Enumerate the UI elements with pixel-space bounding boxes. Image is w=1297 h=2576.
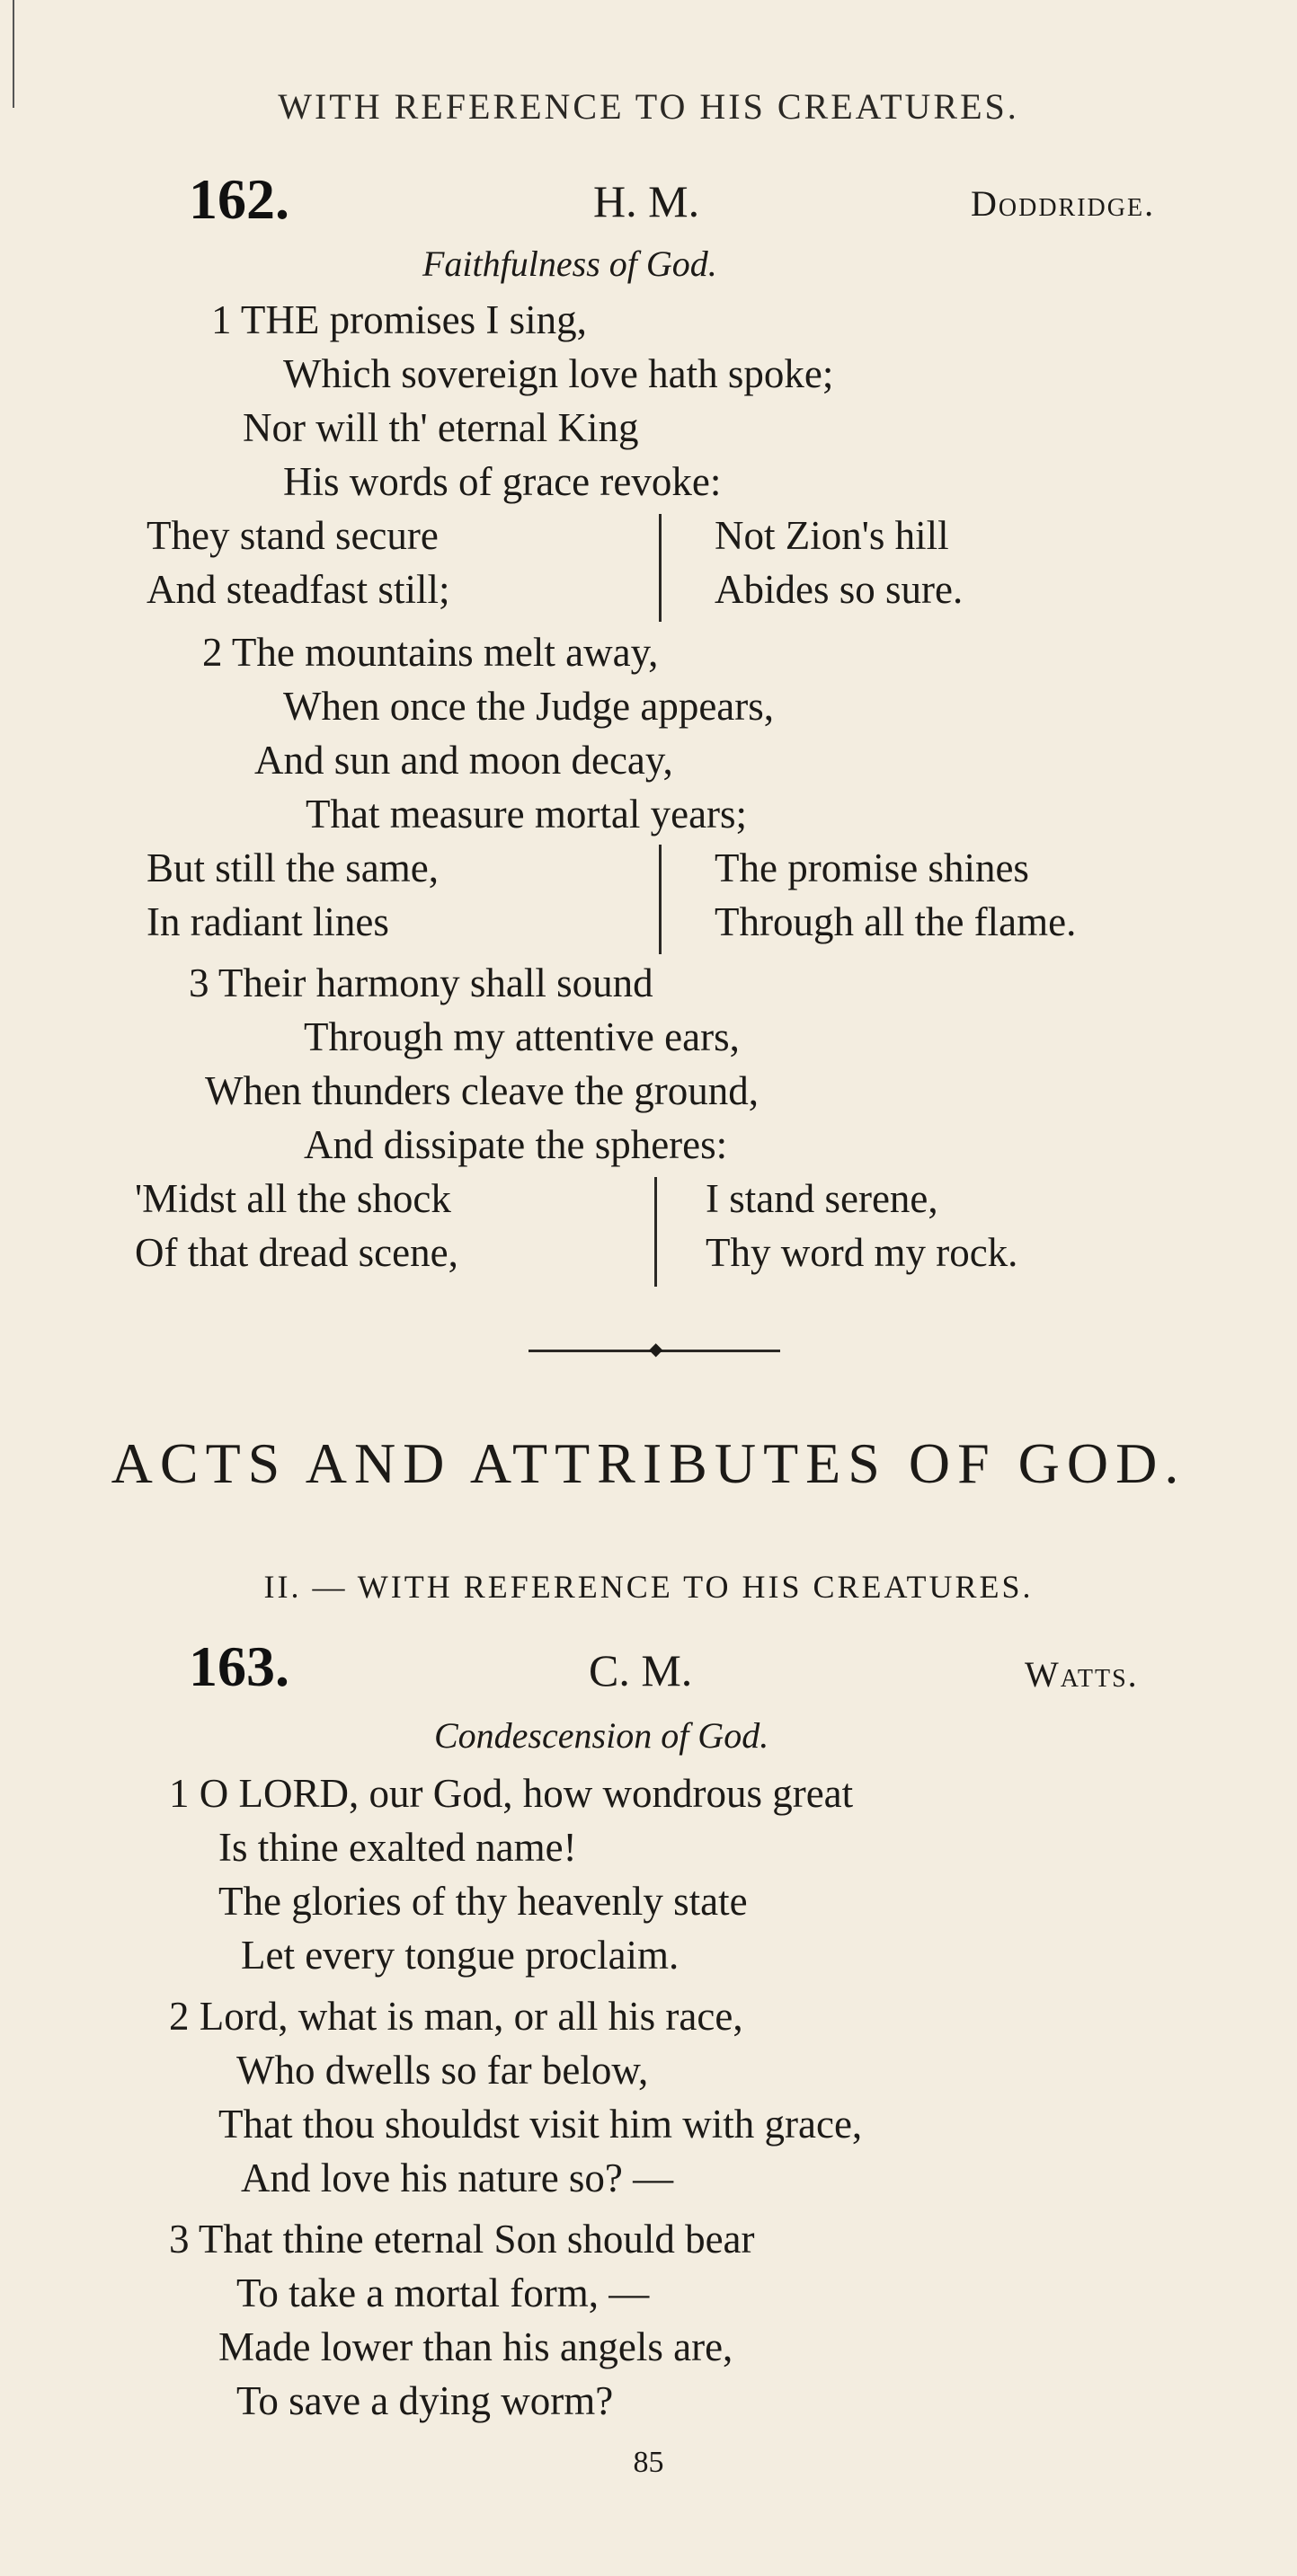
hymn-162-author: Doddridge. xyxy=(971,183,1156,224)
hymn-163-s1-line-1: 1 O LORD, our God, how wondrous great xyxy=(169,1771,854,1816)
hymn-162-s2-right-1: The promise shines xyxy=(715,845,1029,890)
hymn-number-163: 163. xyxy=(189,1634,289,1698)
page-number: 85 xyxy=(633,2446,664,2479)
hymn-162-subtitle: Faithfulness of God. xyxy=(422,243,717,284)
hymn-163-s1-line-2: Is thine exalted name! xyxy=(218,1825,577,1870)
hymn-162-s1-left-2: And steadfast still; xyxy=(147,567,450,612)
hymn-163-s2-line-3: That thou shouldst visit him with grace, xyxy=(218,2102,863,2147)
hymn-162-s1-line-2: Which sovereign love hath spoke; xyxy=(283,351,834,396)
hymn-162-s2-left-1: But still the same, xyxy=(147,845,439,890)
hymn-162-s2-line-3: And sun and moon decay, xyxy=(254,738,673,783)
hymn-162-s2-right-2: Through all the flame. xyxy=(715,899,1077,944)
section-subtitle: II. — WITH REFERENCE TO HIS CREATURES. xyxy=(263,1569,1034,1605)
section-title: ACTS AND ATTRIBUTES OF GOD. xyxy=(111,1431,1186,1495)
hymn-162-s2-line-1: 2 The mountains melt away, xyxy=(202,630,659,675)
hymn-162-meter: H. M. xyxy=(593,176,700,226)
hymn-162-s1-line-4: His words of grace revoke: xyxy=(283,459,722,504)
hymn-162-s2-left-2: In radiant lines xyxy=(147,899,389,944)
hymn-163-subtitle: Condescension of God. xyxy=(434,1715,769,1756)
hymn-162-s1-right-1: Not Zion's hill xyxy=(715,513,949,558)
hymn-163-s2-line-4: And love his nature so? — xyxy=(241,2156,674,2200)
hymn-162-s3-left-1: 'Midst all the shock xyxy=(135,1176,451,1221)
column-divider xyxy=(654,1177,657,1287)
hymn-163-s2-line-1: 2 Lord, what is man, or all his race, xyxy=(169,1994,743,2039)
hymn-162-s2-line-2: When once the Judge appears, xyxy=(283,684,775,729)
hymn-162-s3-left-2: Of that dread scene, xyxy=(135,1230,458,1275)
column-divider xyxy=(659,845,662,954)
hymn-163-s3-line-2: To take a mortal form, — xyxy=(236,2271,650,2315)
running-head: WITH REFERENCE TO HIS CREATURES. xyxy=(278,86,1019,127)
hymn-163-meter: C. M. xyxy=(589,1645,693,1695)
hymn-163-s3-line-1: 3 That thine eternal Son should bear xyxy=(169,2217,755,2262)
hymn-number-162: 162. xyxy=(189,167,289,231)
hymn-162-s1-left-1: They stand secure xyxy=(147,513,439,558)
hymn-163-s3-line-3: Made lower than his angels are, xyxy=(218,2324,733,2369)
hymn-163-s2-line-2: Who dwells so far below, xyxy=(236,2048,649,2093)
hymn-162-s3-line-2: Through my attentive ears, xyxy=(304,1014,740,1059)
hymn-163-s1-line-4: Let every tongue proclaim. xyxy=(241,1933,680,1978)
hymn-162-s3-right-2: Thy word my rock. xyxy=(706,1230,1018,1275)
hymn-163-s3-line-4: To save a dying worm? xyxy=(236,2378,614,2423)
hymn-162-s1-right-2: Abides so sure. xyxy=(715,567,964,612)
column-divider xyxy=(659,514,662,622)
hymn-162-s3-right-1: I stand serene, xyxy=(706,1176,938,1221)
ornament-diamond-icon: ◆ xyxy=(649,1340,663,1359)
hymn-162-s3-line-4: And dissipate the spheres: xyxy=(304,1122,728,1167)
hymn-162-s2-line-4: That measure mortal years; xyxy=(306,792,748,837)
hymn-163-s1-line-3: The glories of thy heavenly state xyxy=(218,1879,748,1924)
hymn-162-s3-line-3: When thunders cleave the ground, xyxy=(205,1068,760,1113)
hymn-163-author: Watts. xyxy=(1025,1654,1139,1695)
hymn-162-s1-line-3: Nor will th' eternal King xyxy=(243,405,639,450)
hymn-162-s3-line-1: 3 Their harmony shall sound xyxy=(189,960,653,1005)
hymn-162-s1-line-1: 1 THE promises I sing, xyxy=(211,297,587,342)
